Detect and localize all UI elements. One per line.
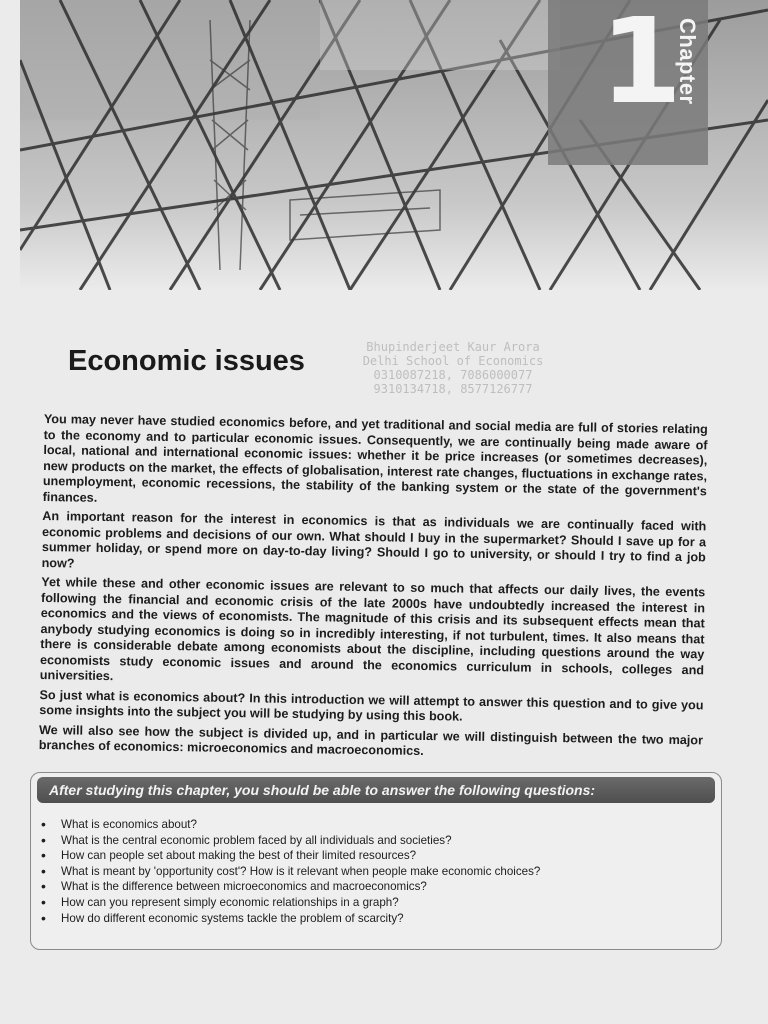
paragraph: An important reason for the interest in economics is that as individuals we are continually faced with economic problems and decisions of our own. What should I buy in the supermarket? Should I save up for a summer holiday, or spend more on day-to-day living? Should I go to university, or should I try to find a job now? (41, 508, 707, 570)
list-item (41, 895, 721, 911)
chapter-number: 1 (600, 0, 683, 130)
bullet-icon: • (41, 878, 46, 895)
objective-text: What is meant by 'opportunity cost'? How is it relevant when people make economic choices? (61, 864, 541, 878)
list-item (41, 833, 721, 849)
chapter-label: Chapter (675, 18, 700, 105)
owner-stamp (328, 340, 578, 414)
intro-text (39, 412, 708, 768)
objective-text: How do different economic systems tackle the problem of scarcity? (61, 911, 404, 925)
list-item (41, 848, 721, 864)
paragraph: We will also see how the subject is divided up, and in particular we will distinguish between the two major branches of economics: microeconomics and macroeconomics. (38, 722, 704, 759)
objective-text: How can people set about making the best of their limited resources? (61, 849, 417, 863)
bullet-icon: • (41, 893, 46, 910)
list-item (41, 817, 721, 833)
paragraph: Yet while these and other economic issues are relevant to so much that affects our daily lives, the events following the financial and economic crisis of the late 2000s have undoubtedly increased the interest in economics and the views of economists. The magnitude of this crisis and its subsequent effects mean that anybody studying economics is doing so in incredibly interesting, if not turbulent, times. It also means that there is considerable debate among economists about the discipline, including questions around the way economists study economic issues and around the economics curriculum in schools, colleges and universities. (39, 574, 706, 684)
objectives-list (31, 817, 721, 926)
paragraph: So just what is economics about? In this introduction we will attempt to answer this question and to give you some insights into the subject you will be studying by using this book. (39, 687, 704, 724)
bullet-icon: • (41, 909, 46, 926)
bullet-icon: • (41, 862, 46, 879)
objectives-header: After studying this chapter, you should be able to answer the following questions: (37, 777, 715, 803)
stamp-line: 9310134718, 8577126777 (373, 382, 533, 396)
objective-text: What is the difference between microeconomics and macroeconomics? (61, 880, 427, 894)
stamp-line: 0310087218, 7086000077 (373, 368, 533, 382)
list-item (41, 864, 721, 880)
learning-objectives-box (30, 772, 722, 950)
stamp-line: Bhupinderjeet Kaur Arora (366, 340, 540, 354)
bullet-icon: • (41, 816, 46, 832)
list-item (41, 911, 721, 927)
page-title: Economic issues (68, 345, 305, 377)
bullet-icon: • (41, 847, 46, 864)
paragraph: You may never have studied economics before, and yet traditional and social media are full of stories relating to the economy and to particular economic issues. Consequently, we are continually being made aware of local, national and international economic issues: whether it be price increases (or sometimes decreases), new products on the market, the effects of globalisation, interest rate changes, fluctuations in exchange rates, unemployment, economic recessions, the stability of the banking system or the state of the government's finances. (42, 412, 708, 505)
objective-text: What is the central economic problem faced by all individuals and societies? (61, 833, 452, 847)
bullet-icon: • (41, 831, 46, 848)
stamp-line: Delhi School of Economics (362, 354, 544, 368)
objective-text: How can you represent simply economic relationships in a graph? (61, 895, 399, 909)
objective-text: What is economics about? (61, 818, 197, 831)
list-item (41, 879, 721, 895)
